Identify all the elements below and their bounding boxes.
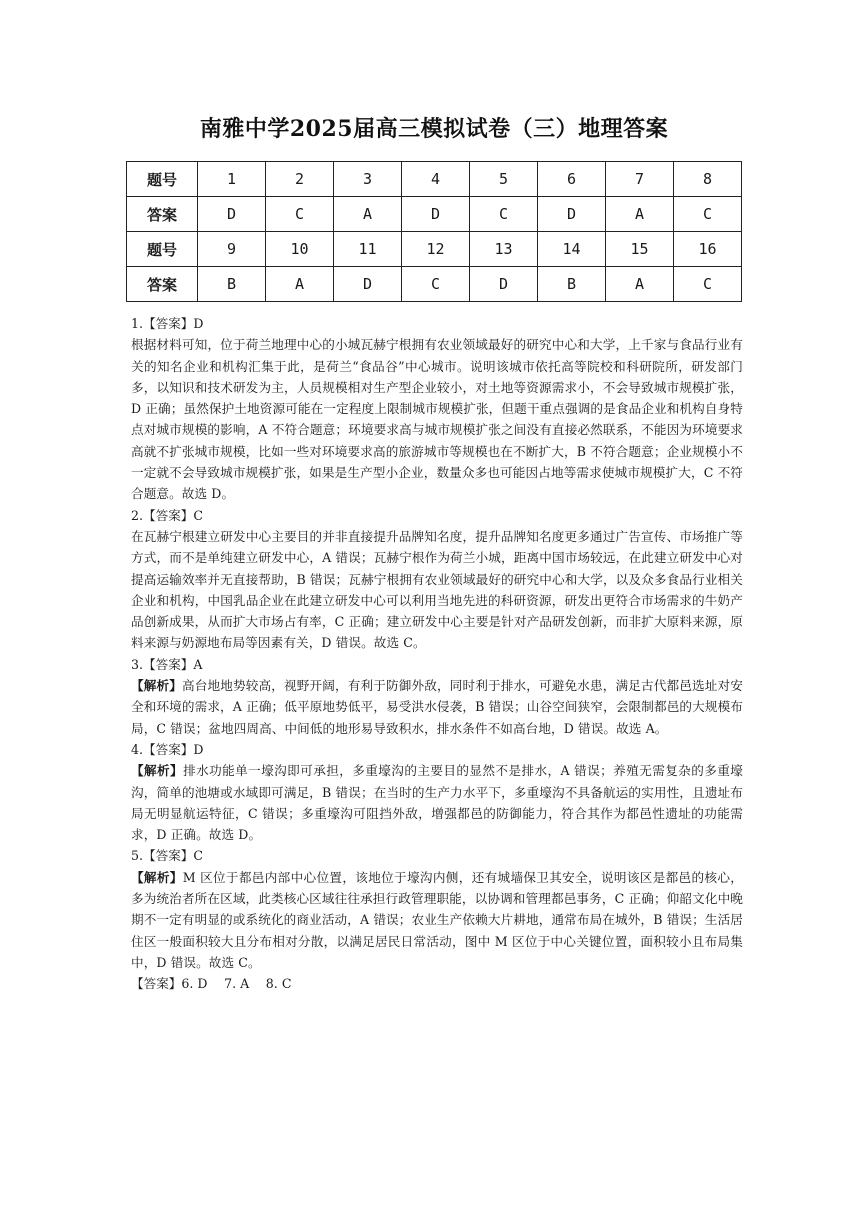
answer-cell: 11 xyxy=(334,232,402,267)
answer-cell: 4 xyxy=(402,162,470,197)
footer-answers: 【答案】6. D 7. A 8. C xyxy=(131,976,292,992)
analysis-label: 【解析】 xyxy=(131,763,184,779)
answer-cell: A xyxy=(266,267,334,302)
question-heading: 4.【答案】D xyxy=(131,741,204,757)
question-heading: 3.【答案】A xyxy=(131,656,203,672)
answer-cell: B xyxy=(538,267,606,302)
question-heading: 5.【答案】C xyxy=(131,848,204,864)
row-label: 答案 xyxy=(127,197,198,232)
answer-cell: D xyxy=(334,267,402,302)
row-label: 答案 xyxy=(127,267,198,302)
answer-cell: A xyxy=(606,197,674,232)
answer-table-row xyxy=(127,232,742,267)
answer-cell: C xyxy=(674,197,742,232)
answer-cell: 8 xyxy=(674,162,742,197)
page-title: 南雅中学2025届高三模拟试卷（三）地理答案 xyxy=(199,116,669,142)
explanation-text: 排水功能单一壕沟即可承担，多重壕沟的主要目的显然不是排水，A 错误；养殖无需复杂的多重壕沟，简单的池塘或水域即可满足，B 错误；在当时的生产力水平下，多重壕沟不具备航运的实用性，且遗址布局无明显航运特征，C 错误；多重壕沟可阻挡外敌，增强都邑的防御能力，符合其作为都邑性遗址的功能需求，D 正确。故选 D。 xyxy=(131,763,743,843)
answer-cell: C xyxy=(470,197,538,232)
answer-table-row xyxy=(127,197,742,232)
answer-cell: 12 xyxy=(402,232,470,267)
explanation-text: 高台地地势较高，视野开阔，有利于防御外敌，同时利于排水，可避免水患，满足古代都邑选址对安全和环境的需求，A 正确；低平原地势低平，易受洪水侵袭，B 错误；山谷空间狭窄，会限制都邑的大规模布局，C 错误；盆地四周高、中间低的地形易导致积水，排水条件不如高台地，D 错误。故选 A。 xyxy=(131,678,743,736)
row-label: 题号 xyxy=(127,162,198,197)
answer-cell: 3 xyxy=(334,162,402,197)
analysis-label: 【解析】 xyxy=(131,869,183,885)
answer-cell: C xyxy=(402,267,470,302)
answer-cell: B xyxy=(198,267,266,302)
answer-cell: 5 xyxy=(470,162,538,197)
question-heading: 1.【答案】D xyxy=(131,316,204,331)
answer-cell: 9 xyxy=(198,232,266,267)
question-explanation xyxy=(131,760,743,845)
answer-table-row xyxy=(127,267,742,302)
answer-cell: 10 xyxy=(266,232,334,267)
answer-cell: 14 xyxy=(538,232,606,267)
answer-cell: C xyxy=(674,267,742,302)
explanations xyxy=(131,313,743,995)
explanation-text: 在瓦赫宁根建立研发中心主要目的并非直接提升品牌知名度，提升品牌知名度更多通过广告宣传、市场推广等方式，而不是单纯建立研发中心，A 错误；瓦赫宁根作为荷兰小城，距离中国市场较远，在此建立研发中心对提高运输效率并无直接帮助，B 错误；瓦赫宁根拥有农业领域最好的研究中心和大学，以及众多食品行业相关企业和机构，中国乳品企业在此建立研发中心可以利用当地先进的科研资源，研发出更符合市场需求的牛奶产品创新成果，从而扩大市场占有率，C 正确；建立研发中心主要是针对产品研发创新，而非扩大原料来源，原料来源与奶源地布局等因素有关，D 错误。故选 C。 xyxy=(131,528,743,651)
answer-cell: 2 xyxy=(266,162,334,197)
answer-cell: 7 xyxy=(606,162,674,197)
answer-cell: 1 xyxy=(198,162,266,197)
question-explanation xyxy=(131,867,743,973)
question-explanation xyxy=(131,526,743,654)
answer-cell: D xyxy=(402,197,470,232)
answer-cell: A xyxy=(334,197,402,232)
analysis-label: 【解析】 xyxy=(131,678,183,694)
answer-cell: A xyxy=(606,267,674,302)
answer-cell: C xyxy=(266,197,334,232)
answer-cell: D xyxy=(538,197,606,232)
answer-cell: D xyxy=(470,267,538,302)
answer-cell: 13 xyxy=(470,232,538,267)
answer-table-row xyxy=(127,162,742,197)
answer-cell: 15 xyxy=(606,232,674,267)
answer-cell: 16 xyxy=(674,232,742,267)
question-explanation xyxy=(131,334,743,504)
answer-cell: D xyxy=(198,197,266,232)
row-label: 题号 xyxy=(127,232,198,267)
explanation-text: M 区位于都邑内部中心位置，该地位于壕沟内侧，还有城墙保卫其安全，说明该区是都邑的核心，多为统治者所在区域，此类核心区域往往承担行政管理职能，以协调和管理都邑事务，C 正确；仰韶文化中晚期不一定有明显的或系统化的商业活动，A 错误；农业生产依赖大片耕地，通常布局在城外，B 错误；生活居住区一般面积较大且分布相对分散，以满足居民日常活动，图中 M 区位于中心关键位置，面积较小且布局集中，D 错误。故选 C。 xyxy=(131,869,743,970)
answer-cell: 6 xyxy=(538,162,606,197)
question-explanation xyxy=(131,675,743,739)
explanation-text: 根据材料可知，位于荷兰地理中心的小城瓦赫宁根拥有农业领域最好的研究中心和大学，上千家与食品行业有关的知名企业和机构汇集于此，是荷兰“食品谷”中心城市。说明该城市依托高等院校和科研院所，研发部门多，以知识和技术研发为主，人员规模相对生产型企业较小，对土地等资源需求小，不会导致城市规模扩张，D 正确；虽然保护土地资源可能在一定程度上限制城市规模扩张，但题干重点强调的是食品企业和机构自身特点对城市规模的影响，A 不符合题意；环境要求高与城市规模扩张之间没有直接必然联系，不能因为环境要求高就不扩张城市规模，比如一些对环境要求高的旅游城市等规模也在不断扩大，B 不符合题意；企业规模小不一定就不会导致城市规模扩张，如果是生产型小企业，数量众多也可能因占地等需求使城市规模扩大，C 不符合题意。故选 D。 xyxy=(131,337,743,502)
answer-key-table xyxy=(126,161,742,302)
question-heading: 2.【答案】C xyxy=(131,507,204,523)
